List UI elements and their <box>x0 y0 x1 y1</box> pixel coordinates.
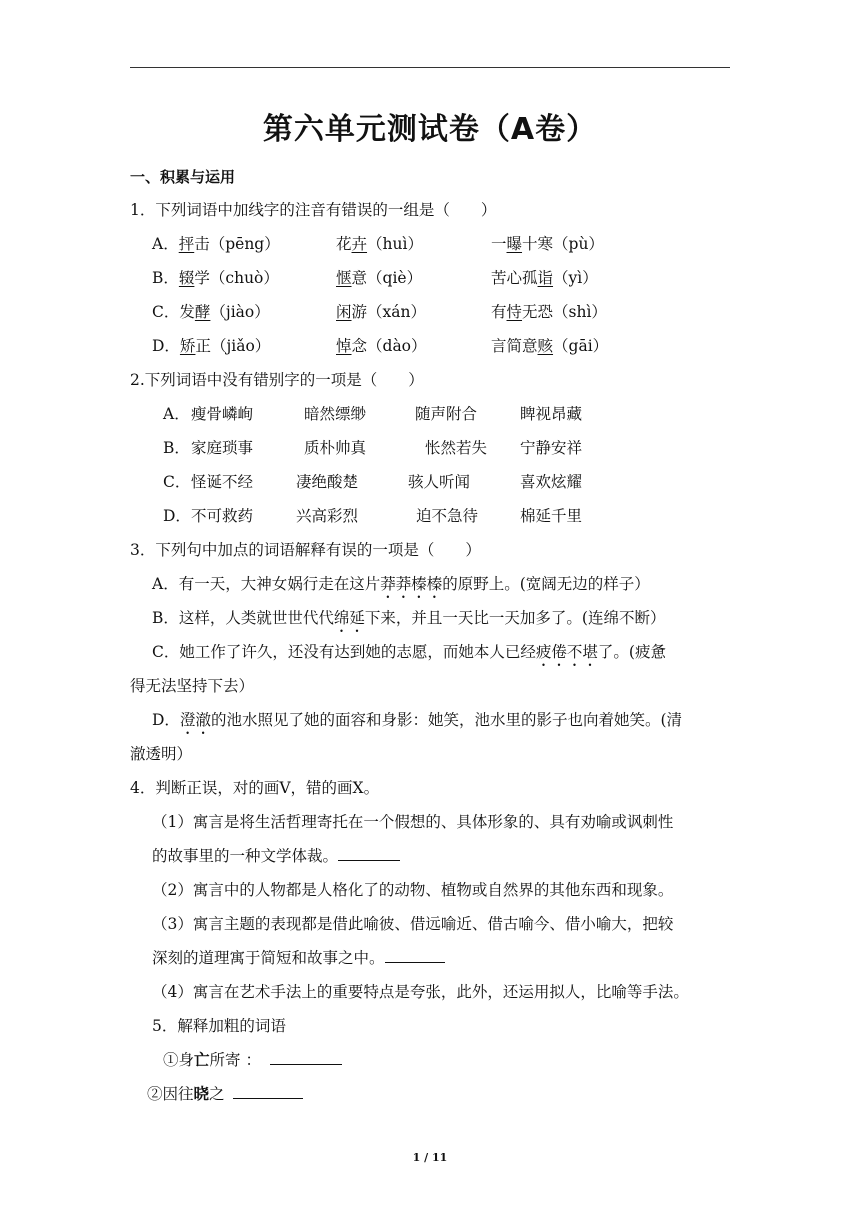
q4-item-1: （1）寓言是将生活哲理寄托在一个假想的、具体形象的、具有劝喻或讽刺性 <box>152 813 674 831</box>
q4-item-3: （3）寓言主题的表现都是借此喻彼、借远喻近、借古喻今、借小喻大，把较 <box>152 915 674 933</box>
q2-option-d-word: 兴高彩烈 <box>296 507 359 525</box>
answer-blank[interactable] <box>385 948 445 963</box>
q2-option-b-word: 质朴帅真 <box>304 439 367 457</box>
answer-blank[interactable] <box>338 846 400 861</box>
q3-option-c: C．她工作了许久，还没有达到她的志愿，而她本人已经疲倦不堪了。(疲惫 <box>152 643 666 661</box>
q2-option-d-word: 棉延千里 <box>520 507 583 525</box>
q1-option-c-2: 闲游（xán） <box>336 303 426 321</box>
page-number: 1 / 11 <box>412 1151 448 1164</box>
q1-option-d-2: 悼念（dào） <box>336 337 427 355</box>
header-rule <box>130 67 730 68</box>
q1-option-a: A．抨击（pēng） <box>152 235 280 253</box>
q2-option-a-word: 睥视昂藏 <box>520 405 583 423</box>
q2-option-a-word: 暗然缥缈 <box>304 405 367 423</box>
q2-option-b-word: 宁静安祥 <box>520 439 583 457</box>
q1-option-d: D．矫正（jiǎo） <box>152 337 271 355</box>
q4-item-2: （2）寓言中的人物都是人格化了的动物、植物或自然界的其他东西和现象。 <box>152 881 674 899</box>
q5-item-2: ②因往晓之 <box>147 1083 303 1105</box>
q5-stem: 5．解释加粗的词语 <box>152 1017 286 1035</box>
q4-item-1-cont: 的故事里的一种文学体裁。 <box>152 845 400 867</box>
q4-item-3-cont: 深刻的道理寓于简短和故事之中。 <box>152 947 445 969</box>
answer-blank[interactable] <box>270 1050 342 1065</box>
q2-option-d-word: 迫不急待 <box>416 507 479 525</box>
q2-option-c-word: 凄绝酸楚 <box>296 473 359 491</box>
q1-stem: 1．下列词语中加线字的注音有错误的一组是（ ） <box>130 201 497 219</box>
q5-item-1: ①身亡所寄 ： <box>163 1049 342 1071</box>
q2-option-c-word: 怪诞不经 <box>191 473 254 491</box>
q2-option-a-label: A． <box>163 405 190 423</box>
q2-option-c-label: C． <box>163 473 191 491</box>
q3-stem: 3．下列句中加点的词语解释有误的一项是（ ） <box>130 541 481 559</box>
q4-item-4: （4）寓言在艺术手法上的重要特点是夸张，此外，还运用拟人，比喻等手法。 <box>152 983 689 1001</box>
section-heading: 一、积累与运用 <box>130 168 236 186</box>
q2-stem: 2.下列词语中没有错别字的一项是（ ） <box>130 371 424 389</box>
q1-option-b-3: 苦心孤诣（yì） <box>491 269 598 287</box>
q1-option-a-3: 一曝十寒（pù） <box>491 235 604 253</box>
q4-stem: 4．判断正误，对的画V，错的画X。 <box>130 779 380 797</box>
q2-option-b-word: 怅然若失 <box>425 439 488 457</box>
q2-option-d-word: 不可救药 <box>191 507 254 525</box>
q2-option-c-word: 骇人听闻 <box>408 473 471 491</box>
q1-option-c-3: 有恃无恐（shì） <box>491 303 607 321</box>
q3-option-a: A．有一天，大神女娲行走在这片莽莽榛榛的原野上。(宽阔无边的样子） <box>152 575 650 593</box>
q2-option-d-label: D． <box>163 507 191 525</box>
q1-option-d-3: 言简意赅（gāi） <box>491 337 609 355</box>
q2-option-b-label: B． <box>163 439 190 457</box>
q2-option-c-word: 喜欢炫耀 <box>520 473 583 491</box>
q3-option-c-cont: 得无法坚持下去） <box>130 677 255 695</box>
q2-option-b-word: 家庭琐事 <box>191 439 254 457</box>
q3-option-d-cont: 澈透明） <box>130 745 193 763</box>
q1-option-b-2: 惬意（qiè） <box>336 269 423 287</box>
q2-option-a-word: 瘦骨嶙峋 <box>191 405 254 423</box>
page-title: 第六单元测试卷（A卷） <box>262 112 598 147</box>
q1-option-a-2: 花卉（huì） <box>336 235 423 253</box>
q3-option-b: B．这样，人类就世世代代绵延下来，并且一天比一天加多了。(连绵不断） <box>152 609 666 627</box>
q1-option-c: C．发酵（jiào） <box>152 303 270 321</box>
q3-option-d: D．澄澈的池水照见了她的面容和身影：她笑，池水里的影子也向着她笑。(清 <box>152 711 683 729</box>
q1-option-b: B．辍学（chuò） <box>152 269 279 287</box>
answer-blank[interactable] <box>233 1084 303 1099</box>
q2-option-a-word: 随声附合 <box>415 405 478 423</box>
